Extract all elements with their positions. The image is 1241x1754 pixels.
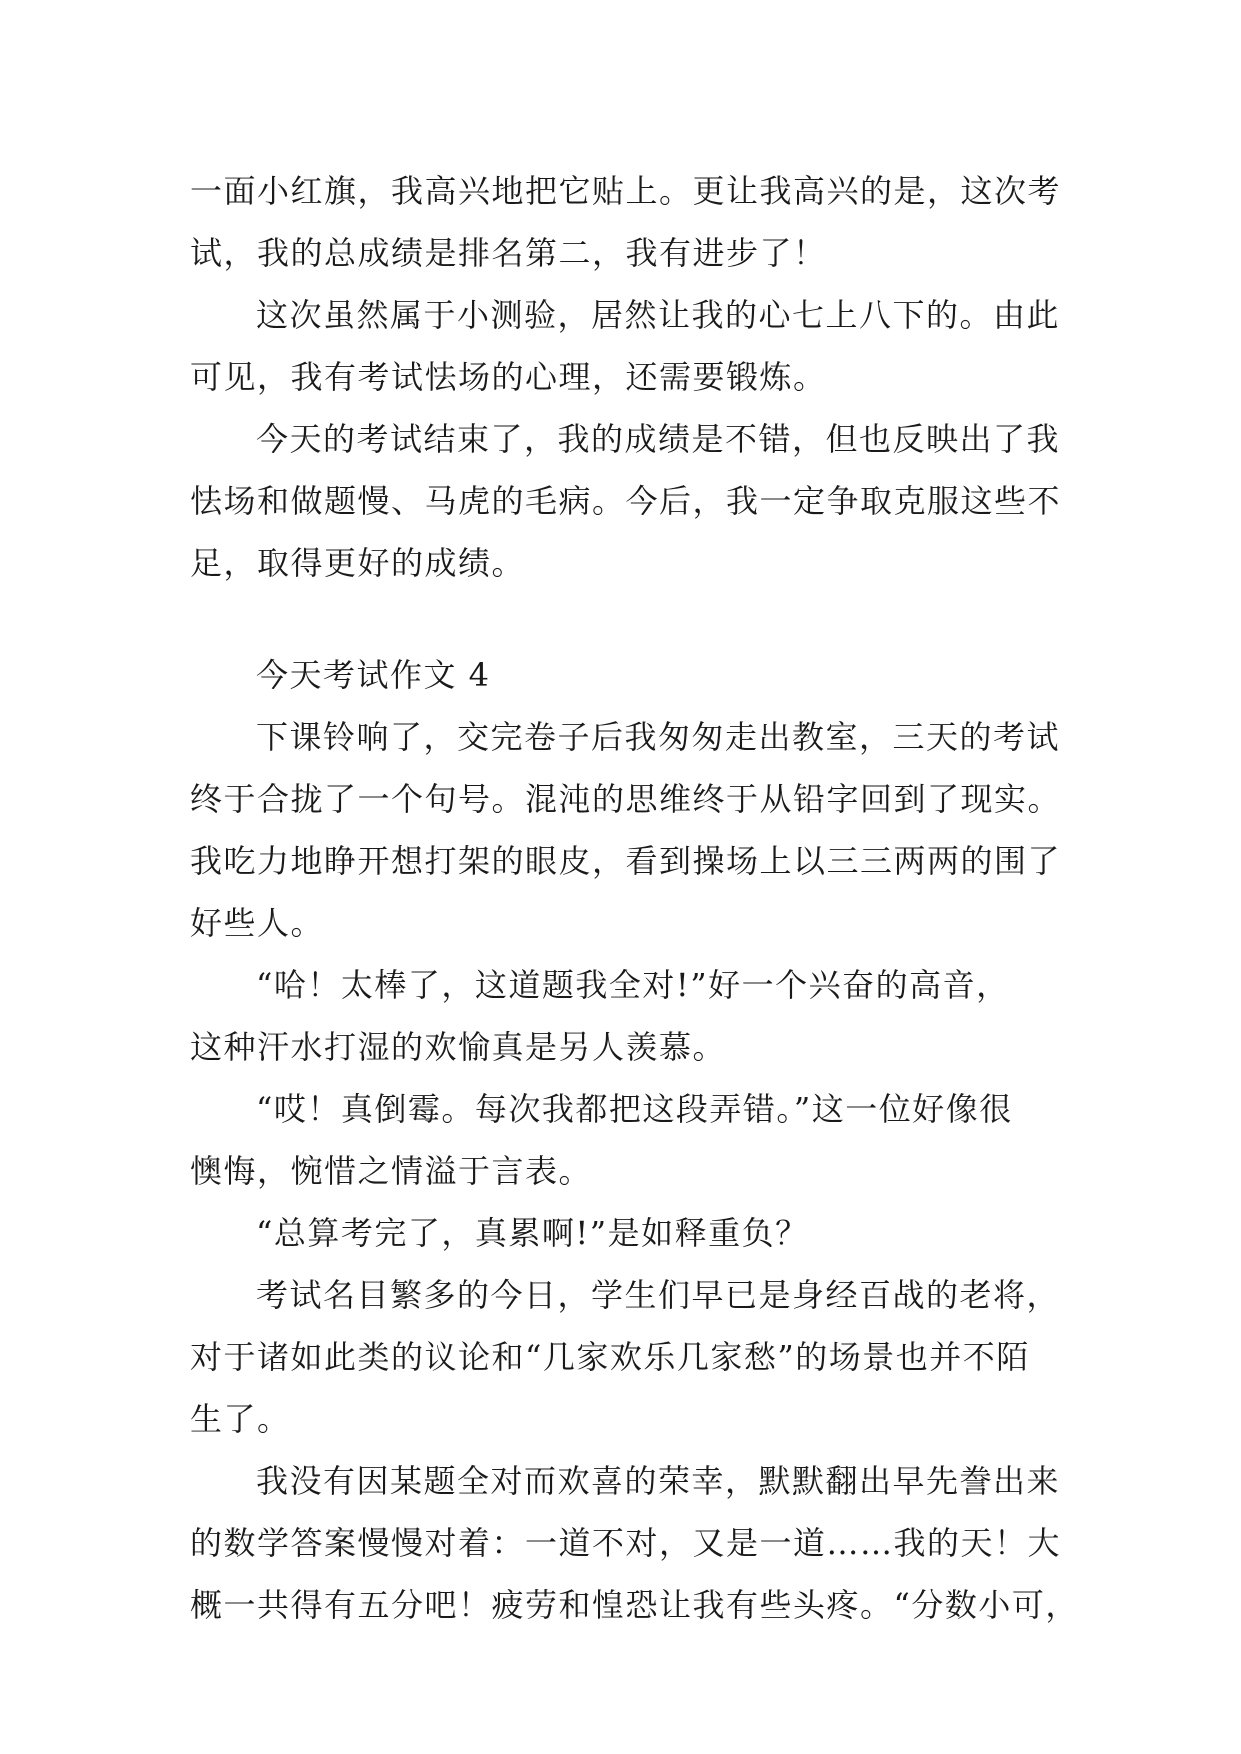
- text-line: 试，我的总成绩是排名第二，我有进步了！: [190, 234, 827, 272]
- paragraph-start-line: “哈！太棒了，这道题我全对!”好一个兴奋的高音，: [256, 966, 1010, 1004]
- text-line: 怯场和做题慢、马虎的毛病。今后，我一定争取克服这些不: [190, 482, 1062, 520]
- text-line: 概一共得有五分吧！疲劳和惶恐让我有些头疼。“分数小可，: [190, 1586, 1079, 1624]
- text-line: 懊悔，惋惜之情溢于言表。: [190, 1152, 593, 1190]
- document-body: [190, 160, 1079, 1636]
- paragraph-start-line: 考试名目繁多的今日，学生们早已是身经百战的老将，: [256, 1276, 1061, 1314]
- section-heading: 今天考试作文 4: [256, 656, 491, 694]
- section-gap: [190, 594, 1070, 644]
- text-line: 这种汗水打湿的欢愉真是另人羡慕。: [190, 1028, 727, 1066]
- paragraph-start-line: 我没有因某题全对而欢喜的荣幸，默默翻出早先誊出来: [256, 1462, 1061, 1500]
- paragraph-start-line: 下课铃响了，交完卷子后我匆匆走出教室，三天的考试: [256, 718, 1061, 756]
- text-line: 生了。: [190, 1400, 291, 1438]
- text-line: 可见，我有考试怯场的心理，还需要锻炼。: [190, 358, 827, 396]
- text-line: 我吃力地睁开想打架的眼皮，看到操场上以三三两两的围了: [190, 842, 1062, 880]
- text-line: 终于合拢了一个句号。混沌的思维终于从铅字回到了现实。: [190, 780, 1062, 818]
- text-line: 的数学答案慢慢对着：一道不对，又是一道……我的天！大: [190, 1524, 1062, 1562]
- text-line: 足，取得更好的成绩。: [190, 544, 526, 582]
- paragraph-start-line: “总算考完了，真累啊!”是如释重负？: [256, 1214, 809, 1252]
- paragraph-start-line: “哎！真倒霉。每次我都把这段弄错。”这一位好像很: [256, 1090, 1013, 1128]
- text-line: 好些人。: [190, 904, 325, 942]
- text-line: 一面小红旗，我高兴地把它贴上。更让我高兴的是，这次考: [190, 172, 1062, 210]
- paragraph-start-line: 今天的考试结束了，我的成绩是不错，但也反映出了我: [256, 420, 1061, 458]
- paragraph-start-line: 这次虽然属于小测验，居然让我的心七上八下的。由此: [256, 296, 1061, 334]
- text-line: 对于诸如此类的议论和“几家欢乐几家愁”的场景也并不陌: [190, 1338, 1030, 1376]
